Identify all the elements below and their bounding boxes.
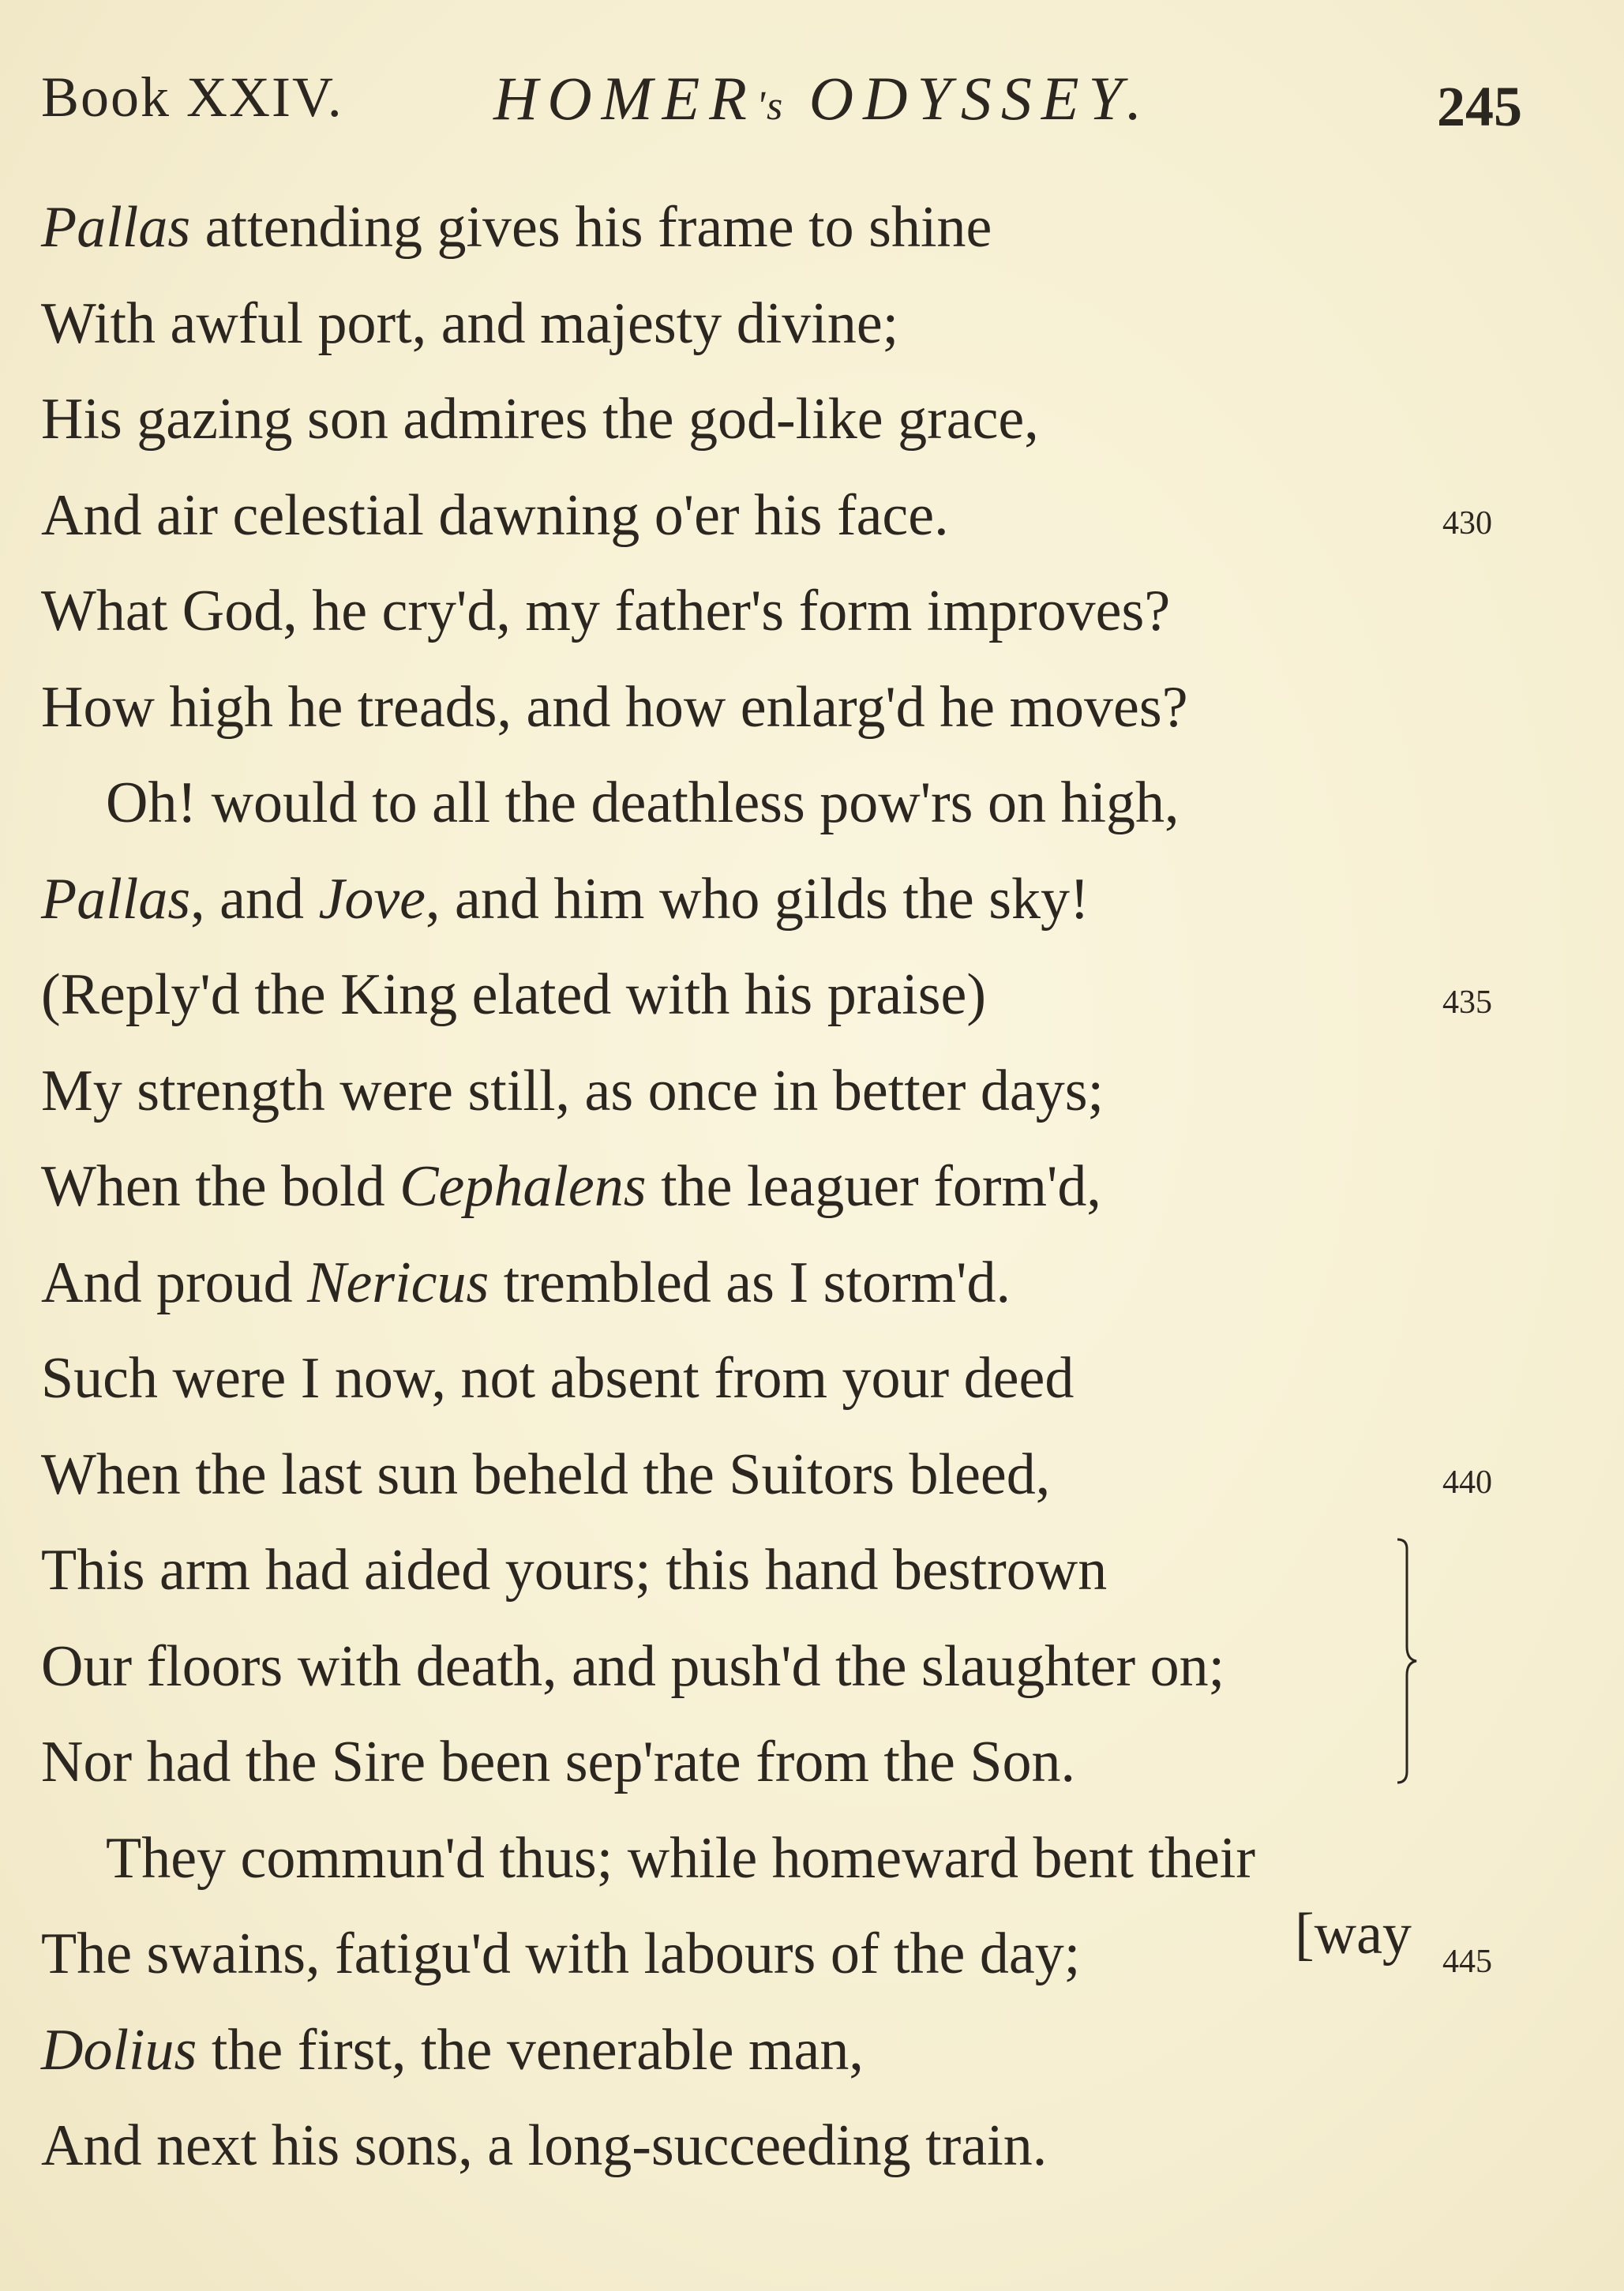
book-numeral: XXIV. <box>186 66 343 129</box>
title-rest: ODYSSEY. <box>808 64 1152 133</box>
book-number <box>41 65 343 130</box>
italic-name: Pallas <box>41 866 191 932</box>
verse-text-run: When the bold <box>41 1154 400 1219</box>
verse-text-run: This arm had aided yours; this hand bestrown <box>41 1538 1108 1603</box>
verse-text-run: Such were I now, not absent from your deed <box>41 1346 1075 1411</box>
verse-text-run: His gazing son admires the god-like grace, <box>41 387 1039 452</box>
verse-text-run: My strength were still, as once in better days; <box>41 1058 1105 1123</box>
title-possessive: 's <box>756 84 785 129</box>
italic-name: Dolius <box>41 2017 197 2083</box>
verse-text-run: trembled as I storm'd. <box>489 1250 1011 1315</box>
verse-line <box>41 1139 1431 1235</box>
verse-line <box>41 2003 1431 2099</box>
line-number: 435 <box>1442 984 1492 1021</box>
verse-line <box>41 852 1431 948</box>
verse-text-run: attending gives his frame to shine <box>190 195 992 260</box>
line-number: 445 <box>1442 1944 1492 1980</box>
italic-name: Jove <box>318 866 426 932</box>
verse-text-run: Nor had the Sire been sep'rate from the Son. <box>41 1730 1075 1794</box>
verse-text <box>41 180 1492 2195</box>
verse-line <box>41 1523 1431 1619</box>
verse-line <box>41 468 1492 564</box>
verse-line <box>41 1811 1431 1907</box>
running-header <box>0 47 1624 142</box>
verse-text-run: the first, the venerable man, <box>197 2017 864 2083</box>
verse-line <box>41 660 1431 756</box>
verse-line <box>41 947 1492 1044</box>
verse-text-run: And proud <box>41 1250 308 1315</box>
verse-line <box>41 1427 1492 1524</box>
verse-text-run: And air celestial dawning o'er his face. <box>41 482 949 548</box>
verse-text-run: the leaguer form'd, <box>646 1154 1101 1219</box>
book-label: Book <box>41 66 171 129</box>
triplet-brace <box>1390 1536 1421 1785</box>
page-number: 245 <box>1437 75 1522 138</box>
verse-line <box>41 1331 1431 1427</box>
verse-text-run: Our floors with death, and push'd the slaughter on; <box>41 1633 1225 1699</box>
italic-name: Pallas <box>41 195 191 260</box>
verse-line <box>41 180 1431 276</box>
italic-name: Cephalens <box>399 1154 647 1219</box>
verse-line <box>41 2098 1431 2195</box>
verse-line <box>41 372 1431 468</box>
verse-text-run: Oh! would to all the deathless pow'rs on high, <box>106 771 1180 835</box>
verse-text-run: What God, he cry'd, my father's form improves? <box>41 579 1171 643</box>
verse-line <box>41 276 1431 373</box>
verse-text-run: How high he treads, and how enlarg'd he moves? <box>41 674 1188 740</box>
verse-text-run: When the last sun beheld the Suitors bleed, <box>41 1442 1051 1507</box>
verse-text-run: They commun'd thus; while homeward bent their <box>106 1825 1256 1891</box>
italic-name: Nericus <box>307 1250 489 1315</box>
verse-line <box>41 564 1431 660</box>
verse-text-run: With awful port, and majesty divine; <box>41 291 899 356</box>
title-main: HOMER <box>493 64 756 133</box>
verse-line <box>41 1907 1492 2003</box>
verse-line <box>41 1715 1431 1811</box>
verse-text-run: And next his sons, a long-succeeding train. <box>41 2113 1048 2178</box>
running-title <box>493 63 1151 134</box>
line-number: 440 <box>1442 1464 1492 1501</box>
verse-text-run: , and <box>190 866 319 932</box>
verse-text-run: The swains, fatigu'd with labours of the day; <box>41 1922 1081 1986</box>
line-number: 430 <box>1442 504 1492 542</box>
verse-line <box>41 1619 1431 1715</box>
verse-text-run: , and him who gilds the sky! <box>426 866 1090 932</box>
verse-line <box>41 1235 1431 1332</box>
verse-line <box>41 756 1431 852</box>
carryover-word: [way <box>1295 1902 1412 1967</box>
verse-line <box>41 1044 1431 1140</box>
verse-text-run: (Reply'd the King elated with his praise) <box>41 962 987 1027</box>
